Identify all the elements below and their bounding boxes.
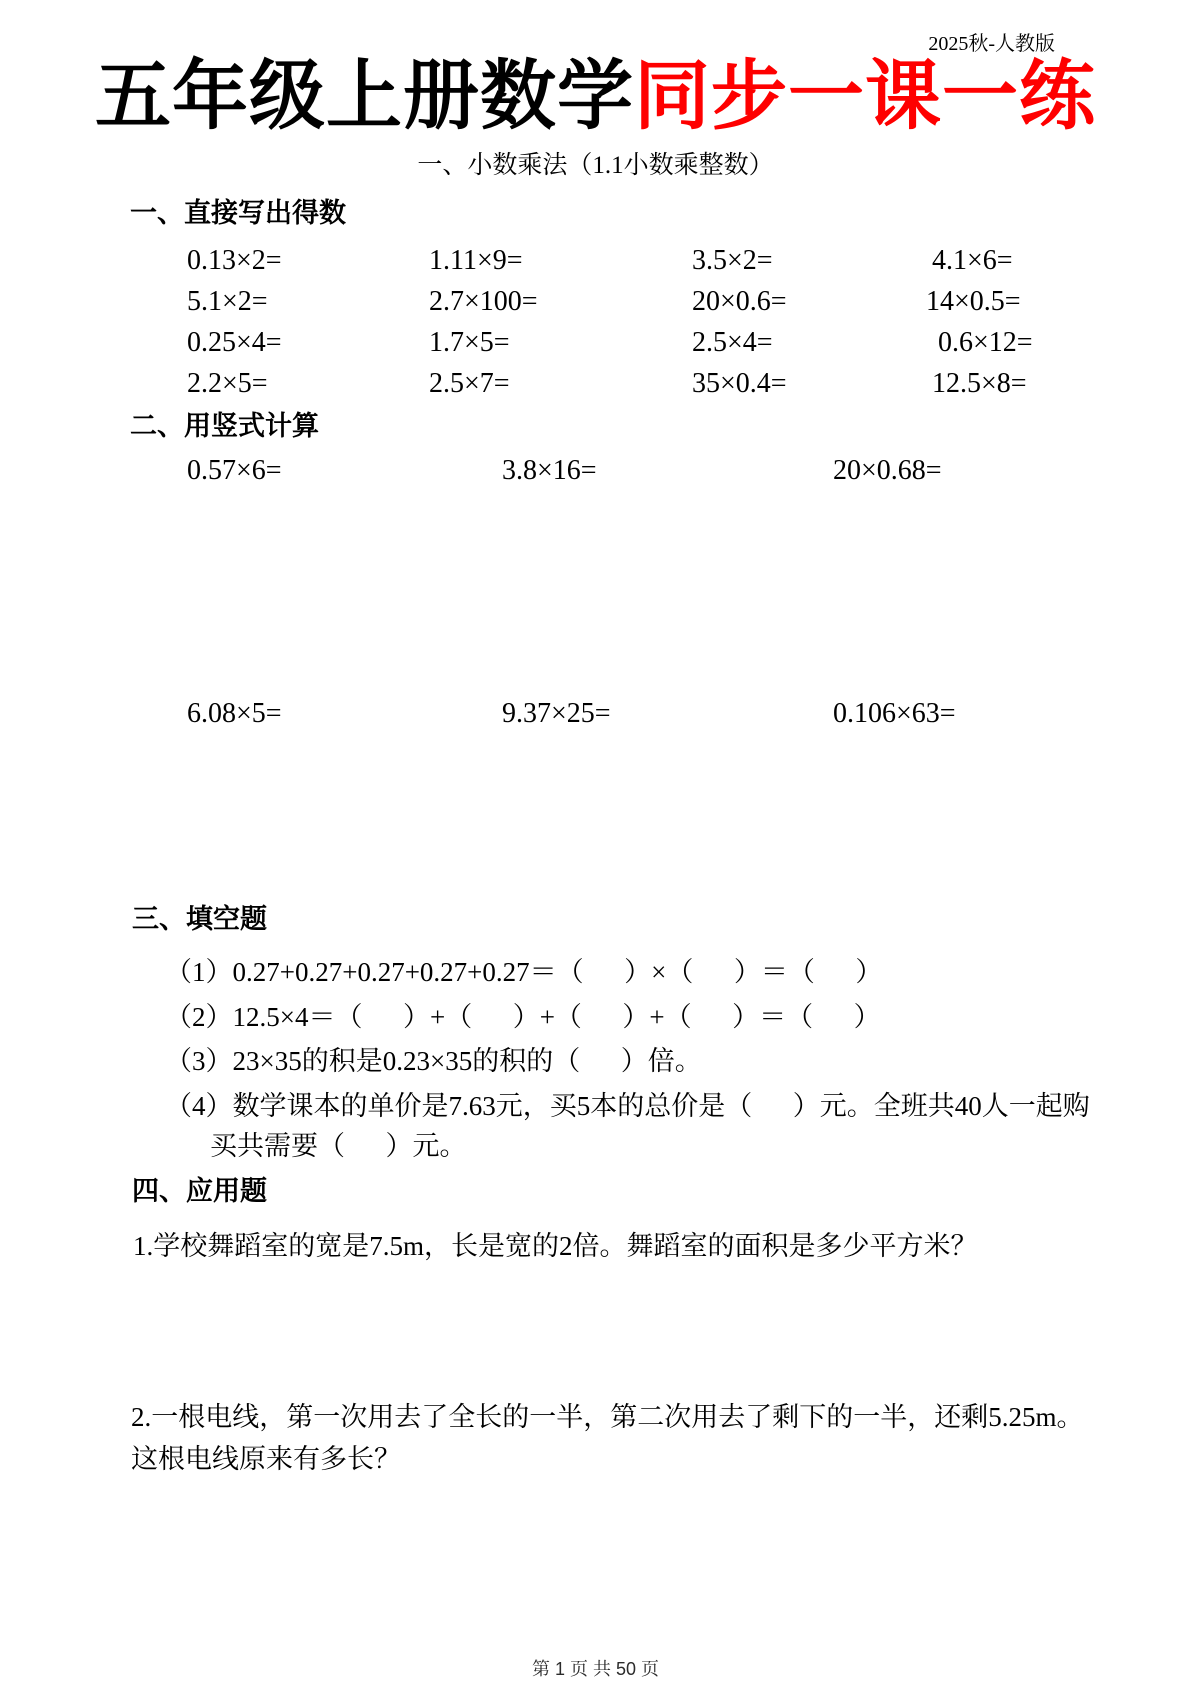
worksheet-title bbox=[0, 56, 1191, 138]
vertical-equation-1-3: 20×0.68= bbox=[833, 455, 942, 486]
oral-equation-4-1: 2.2×5= bbox=[187, 368, 268, 399]
oral-equation-1-3: 3.5×2= bbox=[692, 245, 773, 276]
word-problem-2-line-2: 这根电线原来有多长？ bbox=[131, 1444, 401, 1474]
oral-equation-1-1: 0.13×2= bbox=[187, 245, 282, 276]
oral-equation-2-1: 5.1×2= bbox=[187, 286, 268, 317]
section-heading-word: 四、应用题 bbox=[132, 1176, 267, 1206]
fill-blank-item-2: （2）12.5×4＝（ ）+（ ）+（ ）+（ ）＝（ ） bbox=[165, 1002, 881, 1032]
fill-blank-item-4-line-2: 买共需要（ ）元。 bbox=[210, 1131, 467, 1161]
word-problem-2-line-1: 2.一根电线，第一次用去了全长的一半，第二次用去了剩下的一半，还剩5.25m。 bbox=[131, 1402, 1084, 1432]
fill-blank-item-1: （1）0.27+0.27+0.27+0.27+0.27＝（ ）×（ ）＝（ ） bbox=[165, 957, 883, 987]
vertical-equation-2-3: 0.106×63= bbox=[833, 698, 956, 729]
oral-equation-4-4: 12.5×8= bbox=[932, 368, 1027, 399]
oral-equation-3-1: 0.25×4= bbox=[187, 327, 282, 358]
oral-equation-2-2: 2.7×100= bbox=[429, 286, 538, 317]
oral-equation-2-3: 20×0.6= bbox=[692, 286, 787, 317]
oral-equation-2-4: 14×0.5= bbox=[926, 286, 1021, 317]
fill-blank-item-3: （3）23×35的积是0.23×35的积的（ ）倍。 bbox=[165, 1046, 702, 1076]
section-heading-oral: 一、直接写出得数 bbox=[130, 198, 346, 228]
vertical-equation-2-1: 6.08×5= bbox=[187, 698, 282, 729]
vertical-equation-1-1: 0.57×6= bbox=[187, 455, 282, 486]
word-problem-1: 1.学校舞蹈室的宽是7.5m，长是宽的2倍。舞蹈室的面积是多少平方米？ bbox=[133, 1231, 978, 1261]
section-heading-fill: 三、填空题 bbox=[132, 904, 267, 934]
oral-equation-1-4: 4.1×6= bbox=[932, 245, 1013, 276]
fill-blank-item-4-line-1: （4）数学课本的单价是7.63元，买5本的总价是（ ）元。全班共40人一起购 bbox=[165, 1091, 1090, 1121]
oral-equation-1-2: 1.11×9= bbox=[429, 245, 523, 276]
title-accent-red: 同步一课一练 bbox=[634, 54, 1096, 139]
vertical-equation-1-2: 3.8×16= bbox=[502, 455, 597, 486]
vertical-equation-2-2: 9.37×25= bbox=[502, 698, 611, 729]
edition-label: 2025秋-人教版 bbox=[928, 33, 1055, 55]
oral-equation-3-2: 1.7×5= bbox=[429, 327, 510, 358]
section-heading-vertical: 二、用竖式计算 bbox=[130, 411, 319, 441]
title-main-black: 五年级上册数学 bbox=[95, 54, 634, 139]
lesson-subtitle: 一、小数乘法（1.1小数乘整数） bbox=[417, 152, 774, 179]
oral-equation-4-3: 35×0.4= bbox=[692, 368, 787, 399]
page-number: 第 1 页 共 50 页 bbox=[531, 1659, 660, 1679]
oral-equation-4-2: 2.5×7= bbox=[429, 368, 510, 399]
oral-equation-3-3: 2.5×4= bbox=[692, 327, 773, 358]
oral-equation-3-4: 0.6×12= bbox=[938, 327, 1033, 358]
